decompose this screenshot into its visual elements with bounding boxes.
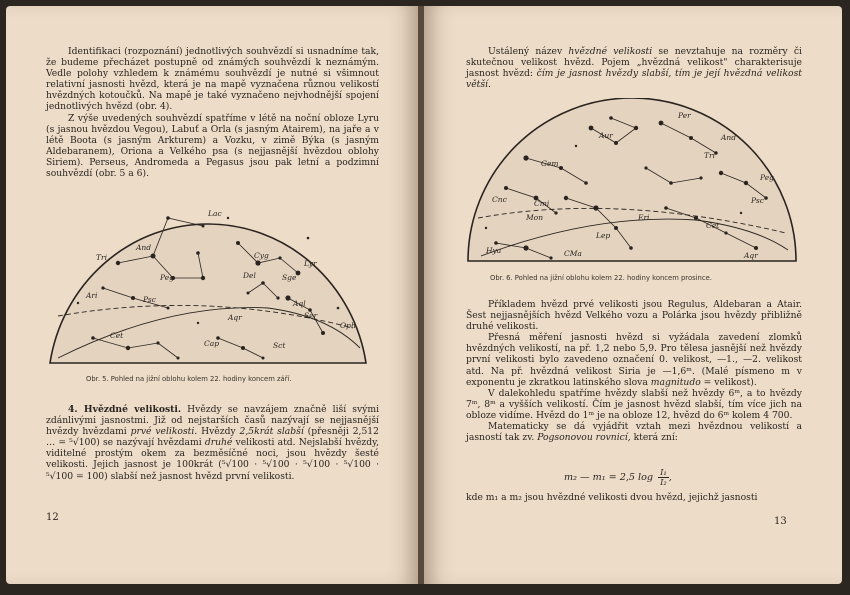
chart-label-peg: Peg xyxy=(160,273,174,282)
chart-label-and: And xyxy=(136,243,152,252)
chart-label-sct: Sct xyxy=(273,341,286,350)
page-number: 12 xyxy=(46,512,59,523)
chart-label-cet: Cet xyxy=(110,331,124,340)
chart-label-tri: Tri xyxy=(704,151,715,160)
left-text-top xyxy=(46,46,379,179)
right-text-bottom xyxy=(466,299,802,443)
right-text-last xyxy=(466,492,802,503)
chart-label-cnc: Cnc xyxy=(492,195,507,204)
figure-caption: Obr. 6. Pohled na jižní oblohu kolem 22. hodiny koncem prosince. xyxy=(490,274,712,282)
star-chart-fig5 xyxy=(48,198,368,368)
chart-label-and: And xyxy=(721,133,737,142)
chart-label-lep: Lep xyxy=(596,231,611,240)
chart-label-ser: Ser xyxy=(304,311,318,320)
pogson-formula: m₂ — m₁ = 2,5 log $\frac{\text{I₁}}{\text{I₂}}$ , xyxy=(564,467,672,487)
paragraph-telescope: V dalekohledu spatříme hvězdy slabší než hvězdy 6ᵐ, a to hvězdy 7ᵐ, 8ᵐ a vyšších velikostí. Čím je jasnost hvězd slabší, tím více jich na obloze vidíme. Hvězd do 1ᵐ je na obloze 12, hvězd do 6ᵐ kolem 4 700. xyxy=(466,387,802,421)
chart-label-cet: Cet xyxy=(706,221,720,230)
chart-label-aur: Aur xyxy=(599,131,613,140)
chart-label-cma: CMa xyxy=(564,249,582,258)
paragraph-magnitudes: 4. Hvězdné velikosti. Hvězdy se navzájem značně liší svými zdánlivými jasnostmi. Již od nejstarších časů nazývají se nejjasnější hvězdy hvězdami prvé velikosti. Hvězdy 2,5krát slabší (přesněji 2,512 … = ⁵√100) se nazývají hvězdami druhé velikosti atd. Nejslabší hvězdy, viditelné prostým okem za bezměsíčné noci, jsou hvězdy šesté velikosti. Jejich jasnost je 100krát (⁵√100 · ⁵√100 · ⁵√100 · ⁵√100 · ⁵√100 = 100) slabší než jasnost hvězd první velikosti. xyxy=(46,404,380,482)
chart-label-ari: Ari xyxy=(86,291,98,300)
chart-label-lyr: Lyr xyxy=(304,259,317,268)
chart-label-peg: Peg xyxy=(760,173,774,182)
formula-fraction: $\frac{\text{I₁}}{\text{I₂}}$ xyxy=(660,467,667,487)
chart-label-aqr: Aqr xyxy=(228,313,242,322)
right-page xyxy=(424,6,842,584)
chart-label-oph: Oph xyxy=(340,321,356,330)
right-text-top xyxy=(466,46,802,90)
chart-label-aqr: Aqr xyxy=(744,251,758,260)
chart-label-cap: Cap xyxy=(204,339,220,348)
chart-label-hya: Hya xyxy=(486,246,502,255)
chart-label-per: Per xyxy=(678,111,691,120)
chart-label-eri: Eri xyxy=(638,213,650,222)
section-heading: 4. Hvězdné velikosti. xyxy=(68,404,182,415)
paragraph-precise-measurements: Přesná měření jasnosti hvězd si vyžádala zavedení zlomků hvězdných velikostí, na př. 1,2 nebo 5,9. Pro tělesa jasnější než hvězdy první velikosti bylo zavedeno označení 0. velikost, —1., —2. velikost atd. Na př. hvězdná velikost Siria je —1,6ᵐ. (Malé písmeno m v exponentu je zkratkou latinského slova magnitudo = velikost). xyxy=(466,332,802,388)
figure-caption: Obr. 5. Pohled na jižní oblohu kolem 22. hodiny koncem září. xyxy=(86,375,292,383)
chart-label-mon: Mon xyxy=(526,213,544,222)
paragraph-magnitude-name: Ustálený název hvězdné velikosti se nevztahuje na rozměry či skutečnou velikost hvězd. Pojem „hvězdná velikost" charakterisuje jasnost hvězd: čím je jasnost hvězdy slabší, tím je její hvězdná velikost větší. xyxy=(466,46,802,91)
chart-label-tri: Tri xyxy=(96,253,107,262)
left-text-bottom xyxy=(46,404,379,482)
chart-label-psc: Psc xyxy=(751,196,764,205)
chart-label-psc: Psc xyxy=(143,295,156,304)
page-number: 13 xyxy=(774,516,787,527)
chart-label-aql: Aql xyxy=(293,299,306,308)
paragraph-identification: Identifikaci (rozpoznání) jednotlivých souhvězdí si usnadníme tak, že budeme přecházet postupně od známých souhvězdí k neznámým. Vedle polohy vzhledem k známému souhvězdí je nutné si všimnout relativní jasnosti hvězd, která je na mapě vyznačena různou velikostí hvězdných kotoučků. Na mapě je také vyznačeno nejvhodnější spojení jednotlivých hvězd (obr. 4). xyxy=(46,46,379,113)
chart-label-cyg: Cyg xyxy=(254,251,269,260)
star-chart-fig6 xyxy=(466,98,798,266)
paragraph-pogson-intro: Matematicky se dá vyjádřit vztah mezi hvězdnou velikostí a jasností tak zv. Pogsonovou rovnicí, která zní: xyxy=(466,421,802,444)
left-page xyxy=(6,6,418,584)
chart-label-sge: Sge xyxy=(282,273,297,282)
paragraph-where: kde m₁ a m₂ jsou hvězdné velikosti dvou hvězd, jejichž jasnosti xyxy=(466,492,758,503)
paragraph-examples: Příkladem hvězd prvé velikosti jsou Regulus, Aldebaran a Atair. Šest nejjasnějších hvězd Velkého vozu a Polárka jsou hvězdy přibližně druhé velikosti. xyxy=(466,299,802,333)
paragraph-constellations: Z výše uvedených souhvězdí spatříme v létě na noční obloze Lyru (s jasnou hvězdou Vegou), Labuť a Orla (s jasným Atairem), na jaře a v létě Boota (s jasným Arkturem) a Vozku, v zimě Býka (s jasným Aldebaranem), Oriona a Velkého psa (s nejjasnější hvězdou oblohy Siriem). Perseus, Andromeda a Pegasus jsou pak letní a podzimní souhvězdí (obr. 5 a 6). xyxy=(46,112,379,180)
chart-label-lac: Lac xyxy=(208,209,222,218)
chart-label-cmi: Cmi xyxy=(534,199,550,208)
chart-label-gem: Gem xyxy=(541,159,559,168)
chart-label-del: Del xyxy=(243,271,256,280)
